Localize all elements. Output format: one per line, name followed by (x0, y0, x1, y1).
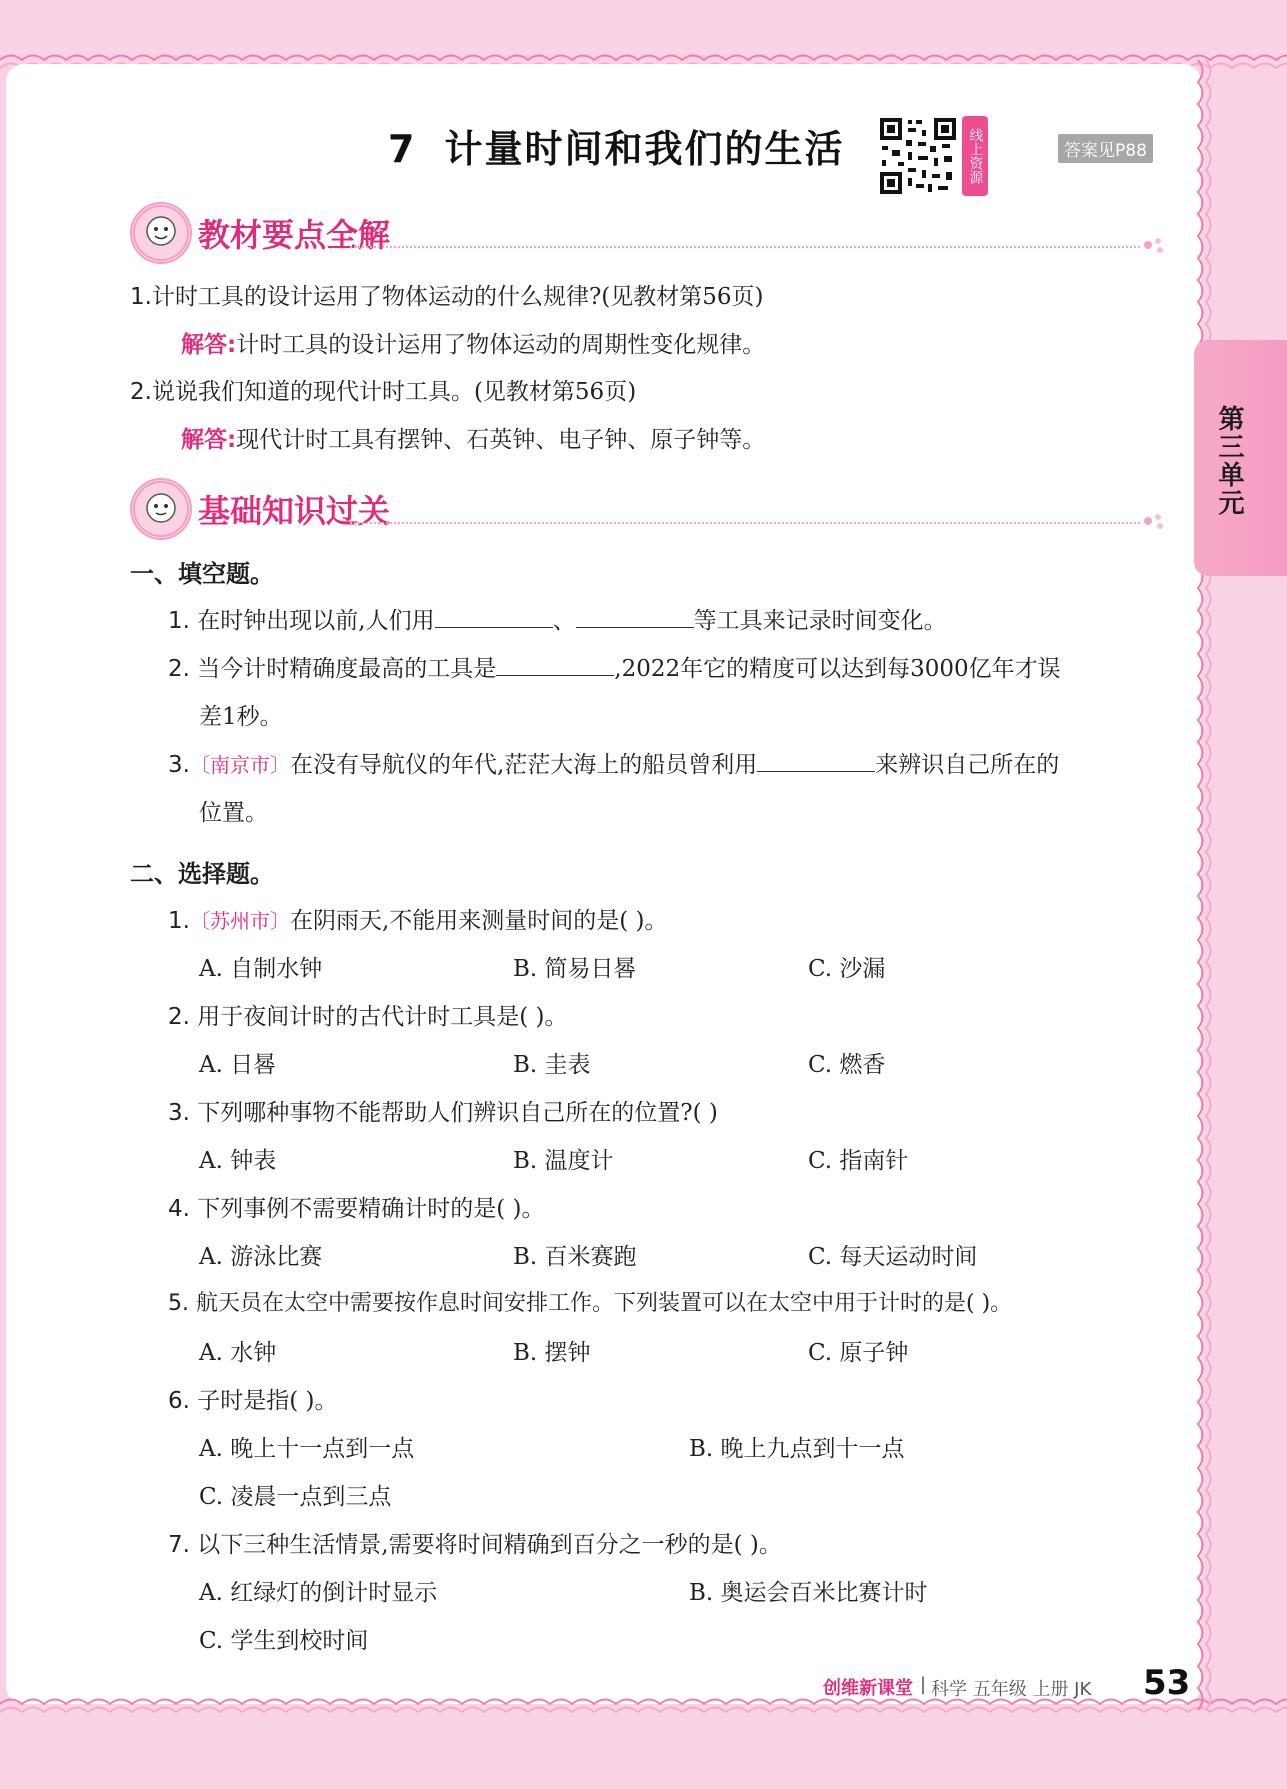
choice-option[interactable]: B. 奥运会百米比赛计时 (689, 1580, 928, 1606)
qr-code-icon[interactable] (878, 116, 958, 196)
region-tag: 〔南京市〕 (189, 753, 290, 777)
section-title: 教材要点全解 (198, 216, 391, 254)
footer-brand: 创维新课堂 (823, 1678, 913, 1699)
choice-option[interactable]: A. 自制水钟 (199, 956, 323, 982)
section-header-basic-knowledge (130, 478, 1170, 538)
choice-option[interactable]: B. 圭表 (513, 1052, 591, 1078)
choice-option[interactable]: B. 温度计 (513, 1148, 614, 1174)
right-wave-border (1188, 60, 1216, 1710)
decor-dots-icon (1142, 512, 1168, 530)
answer-blank[interactable] (496, 653, 614, 676)
choice-option[interactable]: C. 原子钟 (808, 1340, 909, 1366)
online-resource-label: 线上资源 (962, 116, 988, 196)
fill-question-1: 1. 在时钟出现以前,人们用 、 等工具来记录时间变化。 (168, 602, 947, 635)
section-divider (350, 522, 1140, 524)
choice-option[interactable]: C. 学生到校时间 (199, 1628, 369, 1654)
choice-option[interactable]: A. 晚上十一点到一点 (199, 1436, 415, 1462)
lesson-title: 计量时间和我们的生活 (444, 127, 845, 171)
choice-option[interactable]: B. 摆钟 (513, 1340, 591, 1366)
fill-question-3-cont: 位置。 (199, 800, 268, 826)
choice-question-1: 1.〔苏州市〕在阴雨天,不能用来测量时间的是( )。 (168, 908, 668, 934)
choice-option[interactable]: A. 红绿灯的倒计时显示 (199, 1580, 438, 1606)
choice-question-5: 5. 航天员在太空中需要按作息时间安排工作。下列装置可以在太空中用于计时的是( )。 (168, 1291, 1013, 1316)
section-divider (350, 246, 1140, 248)
footer-separator: | (920, 1674, 927, 1695)
cartoon-badge-icon (130, 478, 192, 540)
cartoon-badge-icon (130, 202, 192, 264)
choice-option[interactable]: C. 沙漏 (808, 956, 886, 982)
choice-option[interactable]: B. 简易日晷 (513, 956, 637, 982)
textbook-answer-1: 解答:计时工具的设计运用了物体运动的周期性变化规律。 (181, 332, 766, 358)
footer-course-info: 科学 五年级 上册 JK (931, 1679, 1092, 1700)
choice-option[interactable]: A. 钟表 (199, 1148, 277, 1174)
choice-question-7: 7. 以下三种生活情景,需要将时间精确到百分之一秒的是( )。 (168, 1532, 782, 1558)
choice-question-6: 6. 子时是指( )。 (168, 1388, 338, 1414)
choice-option[interactable]: C. 燃香 (808, 1052, 886, 1078)
decor-dots-icon (1142, 236, 1168, 254)
answer-blank[interactable] (435, 605, 553, 628)
choice-option[interactable]: C. 每天运动时间 (808, 1244, 978, 1270)
page-number: 53 (1143, 1663, 1191, 1703)
section-title: 基础知识过关 (198, 492, 391, 530)
fill-question-3: 3.〔南京市〕在没有导航仪的年代,茫茫大海上的船员曾利用 来辨识自己所在的 (168, 746, 1059, 779)
answer-blank[interactable] (576, 605, 694, 628)
choice-option[interactable]: A. 日晷 (199, 1052, 277, 1078)
unit-side-tab-label: 第三单元 (1214, 405, 1244, 517)
section-header-textbook-points (130, 202, 1170, 262)
textbook-question-1: 1.计时工具的设计运用了物体运动的什么规律?(见教材第56页) (130, 284, 764, 310)
choice-option[interactable]: A. 游泳比赛 (199, 1244, 323, 1270)
fill-question-2-cont: 差1秒。 (199, 704, 283, 730)
region-tag: 〔苏州市〕 (189, 909, 290, 933)
fill-question-2: 2. 当今计时精确度最高的工具是 ,2022年它的精度可以达到每3000亿年才误 (168, 650, 1061, 683)
bottom-wave-border (0, 1690, 1287, 1726)
choice-question-3: 3. 下列哪种事物不能帮助人们辨识自己所在的位置?( ) (168, 1100, 718, 1126)
choice-option[interactable]: B. 百米赛跑 (513, 1244, 637, 1270)
textbook-question-2: 2.说说我们知道的现代计时工具。(见教材第56页) (130, 379, 637, 405)
lesson-number: 7 (388, 127, 417, 171)
answer-reference-badge: 答案见P88 (1058, 134, 1153, 163)
choice-option[interactable]: A. 水钟 (199, 1340, 277, 1366)
choice-option[interactable]: B. 晚上九点到十一点 (689, 1436, 905, 1462)
choice-option[interactable]: C. 凌晨一点到三点 (199, 1484, 392, 1510)
textbook-answer-2: 解答:现代计时工具有摆钟、石英钟、电子钟、原子钟等。 (181, 427, 766, 453)
choice-option[interactable]: C. 指南针 (808, 1148, 909, 1174)
choice-question-2: 2. 用于夜间计时的古代计时工具是( )。 (168, 1004, 568, 1030)
choice-question-4: 4. 下列事例不需要精确计时的是( )。 (168, 1196, 545, 1222)
multiple-choice-heading: 二、选择题。 (130, 860, 274, 888)
answer-blank[interactable] (757, 749, 875, 772)
page-title (388, 118, 844, 173)
fill-blank-heading: 一、填空题。 (130, 560, 274, 588)
